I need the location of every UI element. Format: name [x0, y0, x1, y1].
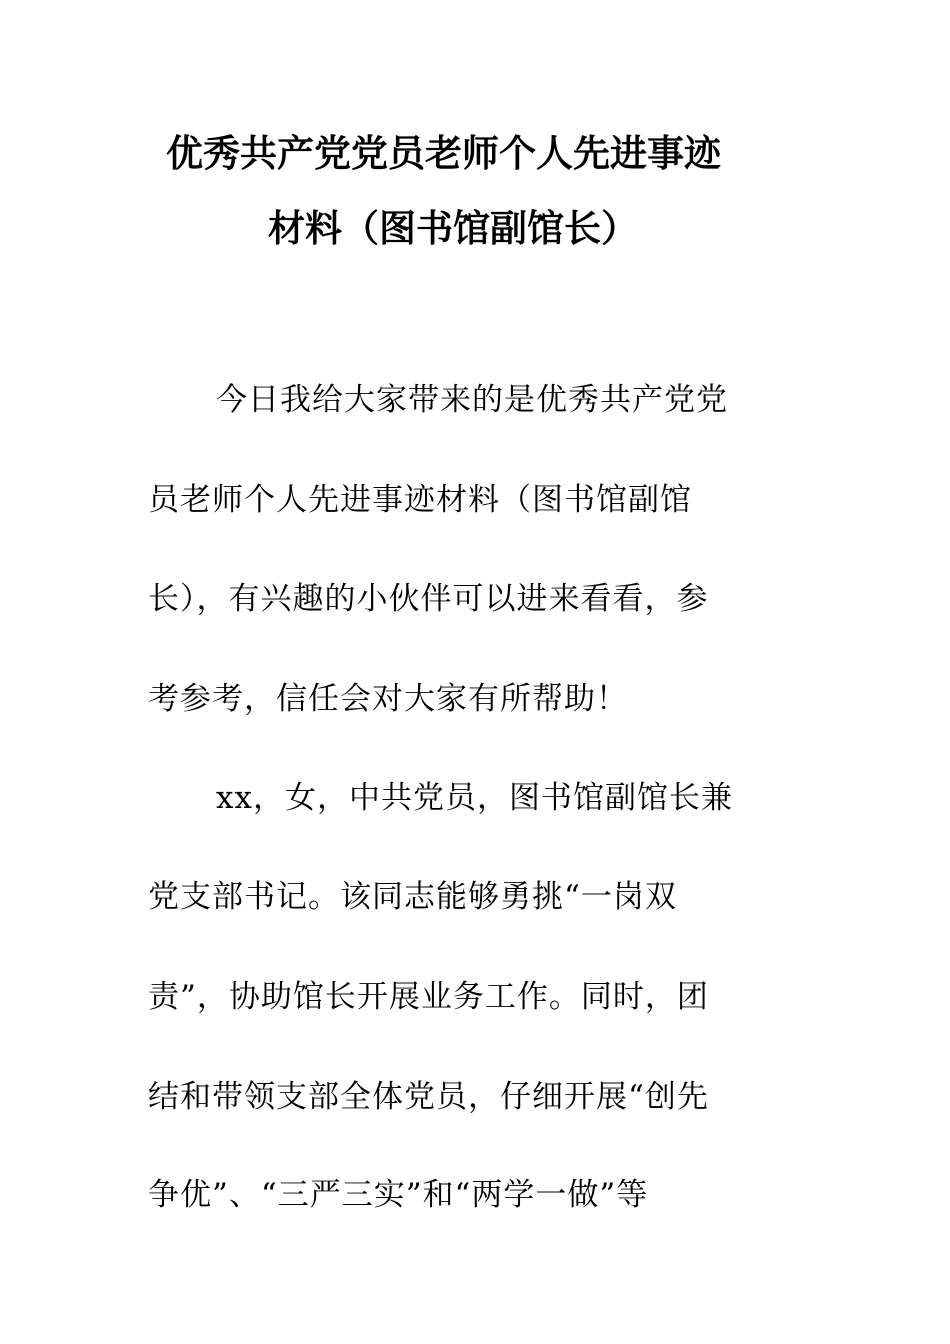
paragraph-1-line-1: 今日我给大家带来的是优秀共产党党: [216, 382, 728, 418]
paragraph-2-line-1: xx，女，中共党员，图书馆副馆长兼: [216, 780, 733, 816]
document-title-line-1: 优秀共产党党员老师个人先进事迹: [166, 132, 721, 175]
paragraph-1-line-3: 长），有兴趣的小伙伴可以进来看看，参: [148, 581, 709, 617]
paragraph-1-line-4: 考参考，信任会对大家有所帮助！: [148, 681, 628, 717]
paragraph-2-line-5: 争优”、“三严三实”和“两学一做”等: [148, 1177, 649, 1213]
document-title-line-2: 材料（图书馆副馆长）: [268, 207, 638, 250]
paragraph-2-line-3: 责”，协助馆长开展业务工作。同时，团: [148, 979, 709, 1015]
paragraph-1-line-2: 员老师个人先进事迹材料（图书馆副馆: [148, 482, 692, 518]
paragraph-2-line-2: 党支部书记。该同志能够勇挑“一岗双: [148, 879, 677, 915]
paragraph-2-line-4: 结和带领支部全体党员，仔细开展“创先: [148, 1079, 709, 1115]
